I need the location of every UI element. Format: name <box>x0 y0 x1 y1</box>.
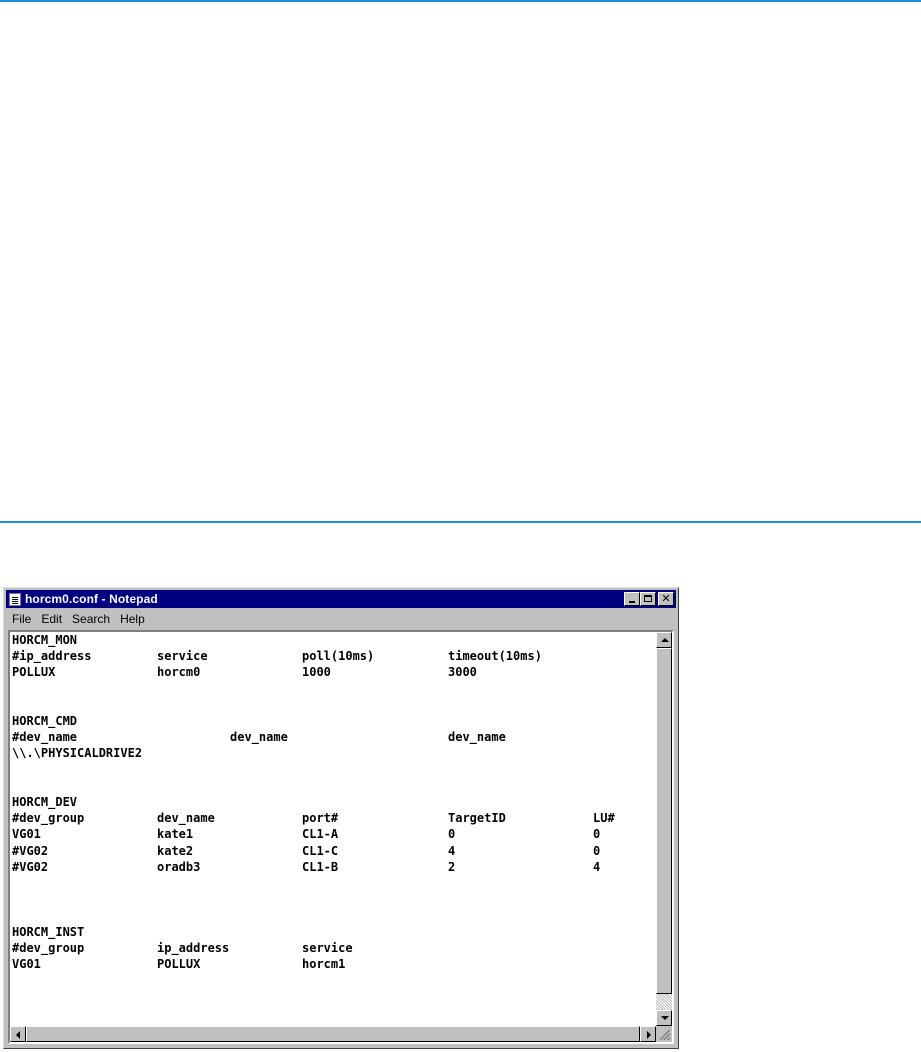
text-cell: service <box>157 649 208 664</box>
text-cell: LU# <box>593 811 615 826</box>
editor-client <box>8 630 674 1044</box>
text-cell: #ip_address <box>12 649 92 664</box>
size-grip[interactable] <box>656 1026 672 1042</box>
text-line <box>12 860 652 875</box>
horizontal-scrollbar[interactable] <box>10 1026 656 1042</box>
menu-file[interactable]: File <box>12 612 32 626</box>
text-line <box>12 908 652 923</box>
text-line <box>12 730 652 745</box>
arrow-up-icon <box>661 638 669 642</box>
notepad-window <box>3 587 679 1049</box>
maximize-icon <box>644 595 652 602</box>
text-line <box>12 682 652 697</box>
scroll-left-button[interactable] <box>10 1026 26 1042</box>
text-cell: #dev_name <box>12 730 78 745</box>
text-line <box>12 698 652 713</box>
text-line <box>12 779 652 794</box>
text-line <box>12 811 652 826</box>
text-cell: kate1 <box>157 827 194 842</box>
close-icon: ✕ <box>661 592 671 605</box>
text-cell: #dev_group <box>12 811 85 826</box>
window-title: horcm0.conf - Notepad <box>25 592 158 606</box>
text-cell: HORCM_MON <box>12 633 78 647</box>
text-line <box>12 649 652 664</box>
text-cell: \\.\PHYSICALDRIVE2 <box>12 746 143 761</box>
text-cell: CL1-C <box>302 843 339 858</box>
text-line <box>12 763 652 778</box>
scroll-right-button[interactable] <box>640 1026 656 1042</box>
horizontal-scroll-thumb[interactable] <box>26 1026 640 1042</box>
text-cell: dev_name <box>230 730 288 745</box>
text-line <box>12 941 652 956</box>
bottom-divider <box>0 521 921 523</box>
text-cell: timeout(10ms) <box>448 649 542 664</box>
text-cell: horcm0 <box>157 665 201 680</box>
text-line <box>12 714 652 729</box>
text-cell: horcm1 <box>302 957 346 971</box>
text-cell: VG01 <box>12 827 41 842</box>
text-cell: HORCM_DEV <box>12 795 78 809</box>
close-button[interactable] <box>658 592 674 606</box>
menu-bar <box>6 610 676 628</box>
text-line <box>12 892 652 907</box>
text-editor[interactable] <box>10 632 656 1026</box>
text-line <box>12 633 652 648</box>
text-cell: 1000 <box>302 665 331 680</box>
text-cell: 4 <box>593 859 601 874</box>
text-cell: POLLUX <box>157 957 201 971</box>
menu-search[interactable]: Search <box>72 612 111 626</box>
arrow-right-icon <box>647 1031 651 1039</box>
minimize-icon <box>629 601 635 603</box>
top-divider <box>0 0 921 2</box>
text-cell: VG01 <box>12 957 41 971</box>
text-cell: CL1-B <box>302 859 339 874</box>
menu-edit[interactable]: Edit <box>41 612 63 626</box>
menu-help[interactable]: Help <box>120 612 145 626</box>
text-line <box>12 827 652 842</box>
vertical-scroll-thumb[interactable] <box>656 648 672 994</box>
text-line <box>12 925 652 940</box>
text-cell: port# <box>302 811 339 826</box>
text-line <box>12 665 652 680</box>
text-cell: 0 <box>593 827 601 842</box>
text-cell: oradb3 <box>157 859 201 874</box>
text-cell: dev_name <box>157 811 215 826</box>
text-line <box>12 876 652 891</box>
text-cell: dev_name <box>448 730 506 745</box>
scroll-up-button[interactable] <box>656 632 672 648</box>
text-cell: HORCM_INST <box>12 924 85 939</box>
text-cell: #VG02 <box>12 843 49 858</box>
text-cell: POLLUX <box>12 665 56 680</box>
text-cell: 0 <box>593 843 601 858</box>
text-cell: #VG02 <box>12 859 49 874</box>
maximize-button[interactable] <box>640 592 656 606</box>
arrow-left-icon <box>16 1031 20 1039</box>
text-cell: ip_address <box>157 940 230 955</box>
text-cell: service <box>302 940 353 955</box>
caption-buttons <box>624 592 674 606</box>
text-cell: 3000 <box>448 665 477 680</box>
text-cell: HORCM_CMD <box>12 714 78 728</box>
title-bar[interactable] <box>6 590 676 608</box>
text-line <box>12 844 652 859</box>
text-line <box>12 795 652 810</box>
minimize-button[interactable] <box>624 592 640 606</box>
text-cell: 2 <box>448 859 456 874</box>
arrow-down-icon <box>661 1016 669 1020</box>
text-cell: 0 <box>448 827 456 842</box>
notepad-icon[interactable] <box>9 593 21 606</box>
text-cell: CL1-A <box>302 827 339 842</box>
vertical-scrollbar[interactable] <box>656 632 672 1026</box>
text-cell: TargetID <box>448 811 506 826</box>
text-cell: #dev_group <box>12 940 85 955</box>
text-cell: poll(10ms) <box>302 649 375 664</box>
scroll-down-button[interactable] <box>656 1010 672 1026</box>
text-cell: kate2 <box>157 843 194 858</box>
text-line <box>12 957 652 972</box>
text-line <box>12 746 652 761</box>
text-cell: 4 <box>448 843 456 858</box>
